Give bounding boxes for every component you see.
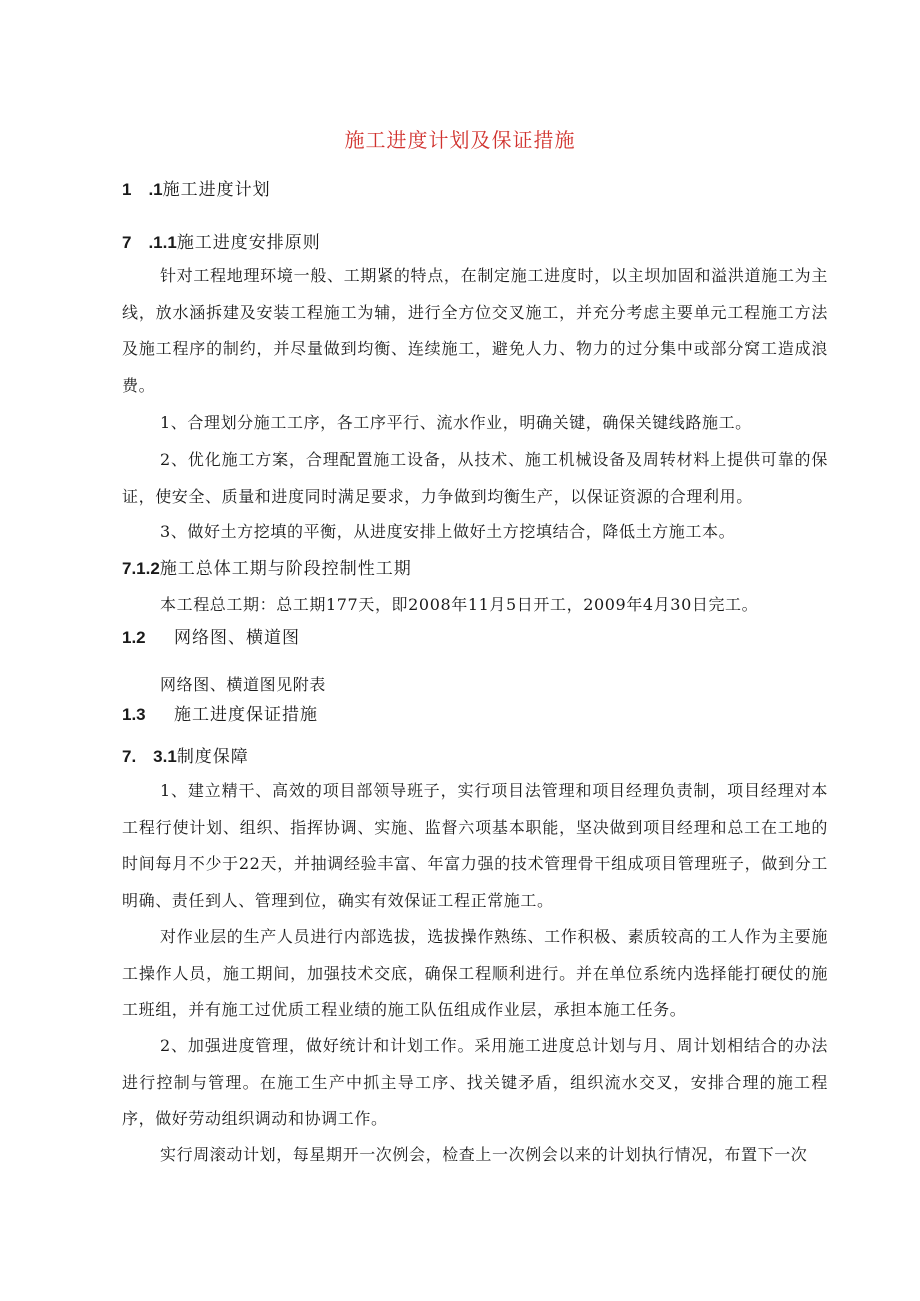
paragraph-principles: 针对工程地理环境一般、工期紧的特点，在制定施工进度时，以主坝加固和溢洪道施工为主线，放水涵拆建及安装工程施工为辅，进行全方位交叉施工，并充分考虑主要单元工程施工方法及施工程序的制约，并尽量做到均衡、连续施工，避免人力、物力的过分集中或部分窝工造成浪费。 xyxy=(122,266,828,395)
section-number: 1.3 xyxy=(122,705,146,724)
section-text: 施工进度保证措施 xyxy=(174,705,318,725)
paragraph-progress-management: 2、加强进度管理，做好统计和计划工作。采用施工进度总计划与月、周计划相结合的办法进行控制与管理。在施工生产中抓主导工序、找关键矛盾，组织流水交叉，安排合理的施工程序，做好劳动组织调动和协调工作。 xyxy=(122,1036,828,1128)
paragraph-item-3: 3、做好土方挖填的平衡，从进度安排上做好土方挖填结合，降低土方施工本。 xyxy=(160,522,736,541)
paragraph-item-1: 1、合理划分施工工序，各工序平行、流水作业，明确关键，确保关键线路施工。 xyxy=(160,413,752,432)
section-heading-1-2 xyxy=(122,623,300,653)
paragraph-item-2: 2、优化施工方案，合理配置施工设备，从技术、施工机械设备及周转材料上提供可靠的保证，使安全、质量和进度同时满足要求，力争做到均衡生产，以保证资源的合理利用。 xyxy=(122,450,828,506)
section-heading-1-3 xyxy=(122,700,318,730)
section-heading-7-1-1 xyxy=(122,228,321,258)
section-heading-7-3-1 xyxy=(122,742,249,772)
section-number: 7 .1.1 xyxy=(122,233,177,252)
section-number: 7.1.2 xyxy=(122,559,160,578)
section-number: 1.2 xyxy=(122,628,146,647)
section-text: 施工进度安排原则 xyxy=(176,233,321,253)
section-text: 施工总体工期与阶段控制性工期 xyxy=(159,559,412,579)
section-text: 制度保障 xyxy=(176,747,249,767)
section-heading-7-1-2 xyxy=(122,554,412,584)
section-text: 网络图、横道图 xyxy=(174,628,300,648)
paragraph-weekly-plan: 实行周滚动计划，每星期开一次例会，检查上一次例会以来的计划执行情况，布置下一次 xyxy=(160,1145,808,1164)
section-heading-1-1 xyxy=(122,175,271,205)
section-number: 7. 3.1 xyxy=(122,747,177,766)
paragraph-network-diagram: 网络图、横道图见附表 xyxy=(160,675,327,694)
paragraph-workforce: 对作业层的生产人员进行内部选拔，选拔操作熟练、工作积极、素质较高的工人作为主要施工操作人员，施工期间，加强技术交底，确保工程顺利进行。并在单位系统内选择能打硬仗的施工班组，并有施工过优质工程业绩的施工队伍组成作业层，承担本施工任务。 xyxy=(122,927,828,1019)
section-number: 1 .1 xyxy=(122,180,163,199)
section-text: 施工进度计划 xyxy=(162,180,271,200)
paragraph-leadership: 1、建立精干、高效的项目部领导班子，实行项目法管理和项目经理负责制，项目经理对本工程行使计划、组织、指挥协调、实施、监督六项基本职能，坚决做到项目经理和总工在工地的时间每月不少于22天，并抽调经验丰富、年富力强的技术管理骨干组成项目管理班子，做到分工明确、责任到人、管理到位，确实有效保证工程正常施工。 xyxy=(122,781,828,910)
paragraph-duration: 本工程总工期：总工期177天，即2008年11月5日开工，2009年4月30日完工。 xyxy=(160,595,759,614)
document-title: 施工进度计划及保证措施 xyxy=(344,128,576,152)
